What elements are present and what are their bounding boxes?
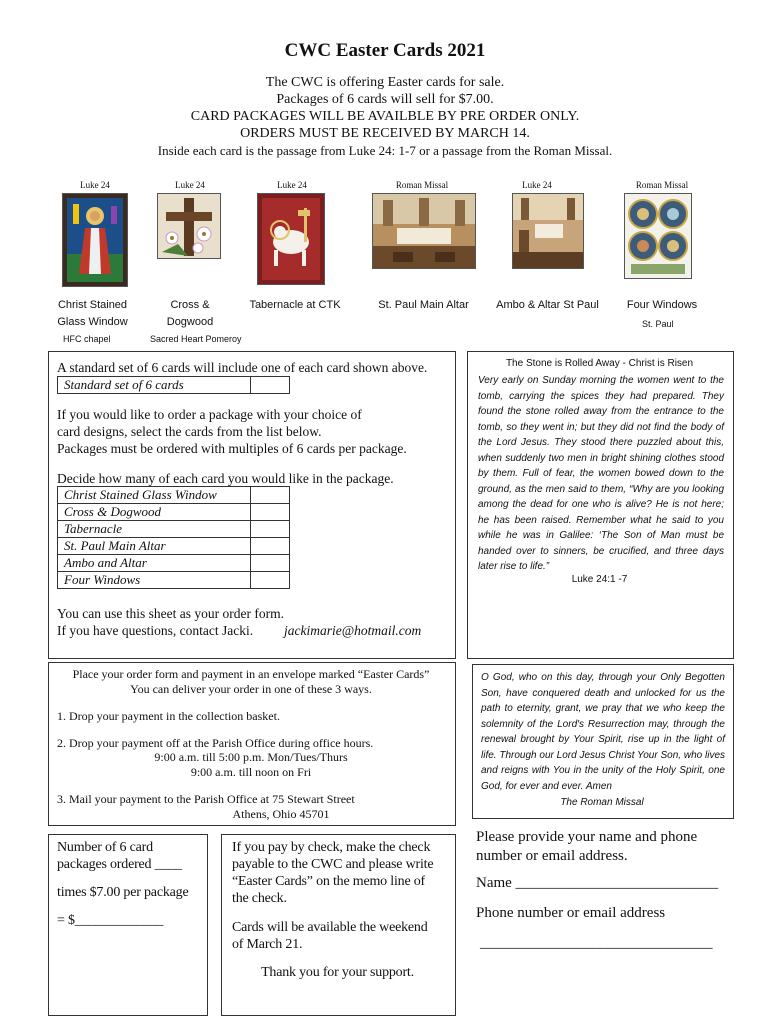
card-label-line: Cross & [170, 299, 210, 311]
availability-line: of March 21. [232, 937, 303, 952]
intro-text [0, 74, 770, 159]
intro-line: ORDERS MUST BE RECEIVED BY MARCH 14. [240, 126, 530, 141]
delivery-instruction: You can deliver your order in one of these 3 ways. [130, 682, 372, 696]
contact-instructions [476, 828, 697, 866]
card-source: Roman Missal [395, 180, 449, 190]
card-source: Roman Missal [635, 180, 689, 190]
quantity-cell[interactable] [251, 377, 290, 394]
table-row [58, 538, 290, 555]
cross-dogwood-image [157, 193, 221, 259]
standard-set-table [57, 376, 290, 394]
mailing-address: Athens, Ohio 45701 [232, 807, 330, 821]
table-row [58, 555, 290, 572]
contact-email: jackimarie@hotmail.com [284, 623, 422, 638]
card-label [140, 297, 240, 331]
quantity-cell[interactable] [251, 521, 290, 538]
quantity-cell[interactable] [251, 555, 290, 572]
table-row [58, 377, 290, 394]
card-label-line: Ambo & Altar St Paul [496, 299, 599, 311]
standard-set-text: A standard set of 6 cards will include one of each card shown above. [57, 360, 428, 375]
office-hours: 9:00 a.m. till 5:00 p.m. Mon/Tues/Thurs [154, 750, 348, 764]
delivery-step: 1. Drop your payment in the collection basket. [57, 709, 280, 723]
quantity-cell[interactable] [251, 487, 290, 504]
table-row [58, 572, 290, 589]
christ-stained-glass-image [62, 193, 128, 287]
quantity-cell[interactable] [251, 538, 290, 555]
table-row [58, 487, 290, 504]
choice-line: Packages must be ordered with multiples of 6 cards per package. [57, 441, 407, 456]
scripture-reference: Luke 24:1 -7 [571, 574, 628, 585]
choice-line: If you would like to order a package with your choice of [57, 407, 362, 422]
questions-text: If you have questions, contact Jacki. [57, 623, 254, 638]
page-title: CWC Easter Cards 2021 [284, 40, 486, 61]
contact-line: number or email address. [476, 848, 628, 864]
row-label: Tabernacle [58, 521, 251, 538]
phone-email-label: Phone number or email address [476, 905, 666, 921]
use-sheet-text: You can use this sheet as your order form. [57, 606, 284, 621]
row-label: Cross & Dogwood [58, 504, 251, 521]
contact-line: Please provide your name and phone [476, 829, 698, 845]
card-note: St. Paul [642, 319, 674, 329]
check-line: “Easter Cards” on the memo line of [232, 874, 426, 889]
scripture-body: Very early on Sunday morning the women went to the tomb, carrying the spices they had prepared. They found the stone rolled away from the entrance to the tomb, so they went in; but they did not find the body of the Lord Jesus. They stood there puzzled about this, when suddenly two men in bright shining clothes stood by them. Full of fear, the women bowed down to the ground, as the men said to them, “Why are you looking among the dead for one who is alive? He is not here; he has been raised. Remember what he said to you while he was in Galilee: ‘The Son of Man must be handed over to sinners, be crucified, and three days later rise to life.” [478, 375, 724, 572]
table-row [58, 521, 290, 538]
check-line: the check. [232, 891, 287, 906]
ambo-altar-image [512, 193, 584, 269]
delivery-step: 2. Drop your payment off at the Parish Office during office hours. [57, 736, 374, 750]
choice-text [57, 406, 407, 457]
check-line: If you pay by check, make the check [232, 840, 431, 855]
phone-email-field[interactable]: _______________________________ [480, 935, 713, 951]
thank-you: Thank you for your support. [261, 965, 414, 980]
quantity-line[interactable]: packages ordered ____ [57, 857, 182, 872]
quantity-cell[interactable] [251, 572, 290, 589]
card-source: Luke 24 [522, 180, 552, 190]
prayer-reference: The Roman Missal [560, 797, 644, 808]
check-line: payable to the CWC and please write [232, 857, 434, 872]
card-label-line: Tabernacle at CTK [249, 299, 341, 311]
decide-text: Decide how many of each card you would like in the package. [57, 471, 394, 486]
card-label-line: Glass Window [57, 316, 128, 328]
intro-line: Packages of 6 cards will sell for $7.00. [276, 92, 494, 107]
card-label-line: Four Windows [626, 299, 698, 311]
card-label [366, 297, 481, 314]
row-label: Four Windows [58, 572, 251, 589]
total-field[interactable]: = $_____________ [57, 913, 164, 928]
row-label: Christ Stained Glass Window [58, 487, 251, 504]
availability-line: Cards will be available the weekend [232, 920, 428, 935]
prayer-body: O God, who on this day, through your Only Begotten Son, have conquered death and unlocked for us the path to eternity, grant, we pray that we who keep the solemnity of the Lord's Resurrection may, through the renewal brought by Your Spirit, rise up in the light of life. Through our Lord Jesus Christ Your Son, who lives and reigns with You in the unity of the Holy Spirit, one God, for ever and ever. Amen [481, 672, 725, 792]
office-hours: 9:00 a.m. till noon on Fri [190, 765, 312, 779]
delivery-step: 3. Mail your payment to the Parish Office at 75 Stewart Street [57, 792, 355, 806]
intro-line: CARD PACKAGES WILL BE AVAILBLE BY PRE ORDER ONLY. [190, 109, 580, 124]
row-label: Standard set of 6 cards [58, 377, 251, 394]
quantity-line: Number of 6 card [57, 840, 153, 855]
main-altar-image [372, 193, 476, 269]
card-label [240, 297, 350, 314]
row-label: St. Paul Main Altar [58, 538, 251, 555]
card-source: Luke 24 [277, 180, 307, 190]
card-source: Luke 24 [175, 180, 205, 190]
scripture-heading: The Stone is Rolled Away - Christ is Risen [505, 358, 694, 369]
card-note: Sacred Heart Pomeroy [150, 334, 242, 344]
card-label-line: Dogwood [166, 316, 214, 328]
card-label [40, 297, 145, 331]
tabernacle-image [257, 193, 325, 285]
card-source: Luke 24 [80, 180, 110, 190]
row-label: Ambo and Altar [58, 555, 251, 572]
quantity-cell[interactable] [251, 504, 290, 521]
intro-line: The CWC is offering Easter cards for sale. [265, 75, 505, 90]
delivery-instruction: Place your order form and payment in an envelope marked “Easter Cards” [72, 667, 430, 681]
price-line: times $7.00 per package [57, 885, 189, 900]
card-label-line: St. Paul Main Altar [378, 299, 469, 311]
name-field[interactable]: Name ___________________________ [476, 875, 719, 891]
intro-line: Inside each card is the passage from Luke 24: 1-7 or a passage from the Roman Missal. [157, 143, 613, 158]
card-label [485, 297, 610, 314]
card-label-line: Christ Stained [57, 299, 128, 311]
card-label [612, 297, 712, 314]
card-note: HFC chapel [63, 334, 111, 344]
four-windows-image [624, 193, 692, 279]
table-row [58, 504, 290, 521]
choice-line: card designs, select the cards from the list below. [57, 424, 322, 439]
card-choice-table [57, 486, 290, 589]
